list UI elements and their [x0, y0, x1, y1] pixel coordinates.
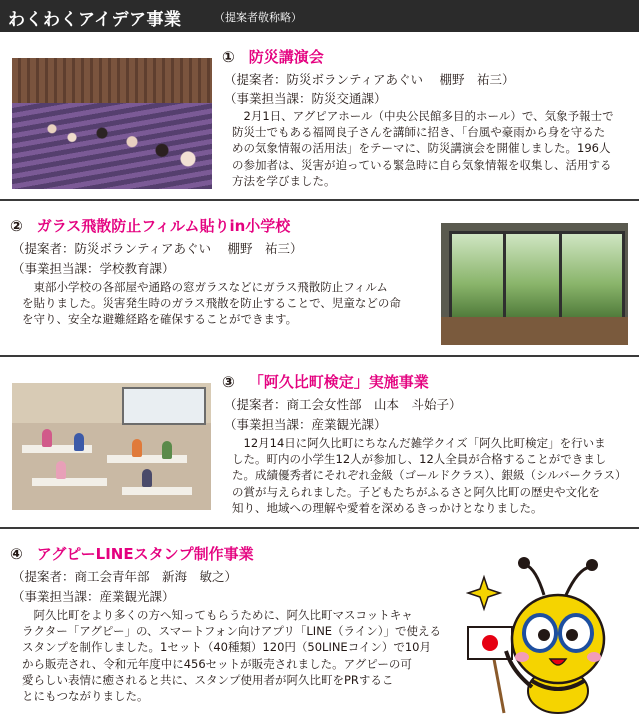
section-2-body: 東部小学校の各部屋や通路の窓ガラスなどにガラス飛散防止フィルム を貼りました。災害発生時のガラス飛散を防止することで、児童などの命 を守り、安全な避難経路を確保することができます。: [22, 280, 401, 327]
section-1: [0, 32, 639, 197]
section-1-title: ① 防災講演会: [222, 48, 324, 66]
page-header: [0, 0, 639, 32]
classroom-photo: [12, 383, 211, 510]
section-4: [0, 527, 639, 725]
section-4-body: 阿久比町をより多くの方へ知ってもらうために、阿久比町マスコットキャ ラクター「アグピー」の、スマートフォン向けアプリ「LINE（ライン）」で使える スタンプを制作しました。1セット（40種類）120円（50LINEコイン）で10月 から販売され、令和元年度中に456セットが販売されました。アグピーの可 愛らしい表情に癒されると共に、スタンプ使用者が阿久比町をPRするこ とにもつながりました。: [22, 608, 441, 704]
section-1-proposer: （提案者：防災ボランティアあぐい 棚野 祐三）: [224, 72, 515, 87]
section-3-dept: （事業担当課：産業観光課）: [224, 417, 387, 432]
lecture-hall-photo: [12, 58, 212, 189]
section-4-dept: （事業担当課：産業観光課）: [12, 589, 175, 604]
page-subtitle: （提案者敬称略）: [214, 11, 302, 24]
section-2-title: ② ガラス飛散防止フィルム貼りin小学校: [10, 217, 291, 235]
section-2-proposer: （提案者：防災ボランティアあぐい 棚野 祐三）: [12, 241, 303, 256]
section-3-proposer: （提案者：商工会女性部 山本 斗始子）: [224, 397, 462, 412]
section-1-body: 2月1日、アグピアホール（中央公民館多目的ホール）で、気象予報士で 防災士でもある福岡良子さんを講師に招き、「台風や豪雨から身を守るた めの気象情報の活用法」をテーマに、防災講演会を開催しました。196人 の参加者は、災害が迫っている緊急時に自ら気象情報を収集し、活用する 方法を学びました。: [232, 109, 614, 188]
agupi-mascot-illustration: [466, 551, 628, 717]
section-3-title: ③ 「阿久比町検定」実施事業: [222, 373, 429, 391]
section-2: [0, 199, 639, 355]
section-2-dept: （事業担当課：学校教育課）: [12, 261, 175, 276]
window-film-photo: [441, 223, 628, 345]
section-1-dept: （事業担当課：防災交通課）: [224, 91, 387, 106]
section-4-proposer: （提案者：商工会青年部 新海 敏之）: [12, 569, 238, 584]
section-3: [0, 355, 639, 527]
section-3-body: 12月14日に阿久比町にちなんだ雑学クイズ「阿久比町検定」を行いま した。町内の小学生12人が参加し、12人全員が合格することができまし た。成績優秀者にそれぞれ金級（ゴールドクラス）、銀級（シルバークラス） の賞が与えられました。子どもたちがふるさと阿久比町の歴史や文化を 知り、地域への理解や愛着を深めるきっかけとなりました。: [232, 436, 627, 515]
section-4-title: ④ アグピーLINEスタンプ制作事業: [10, 545, 254, 563]
page-title: わくわくアイデア事業: [8, 10, 182, 30]
